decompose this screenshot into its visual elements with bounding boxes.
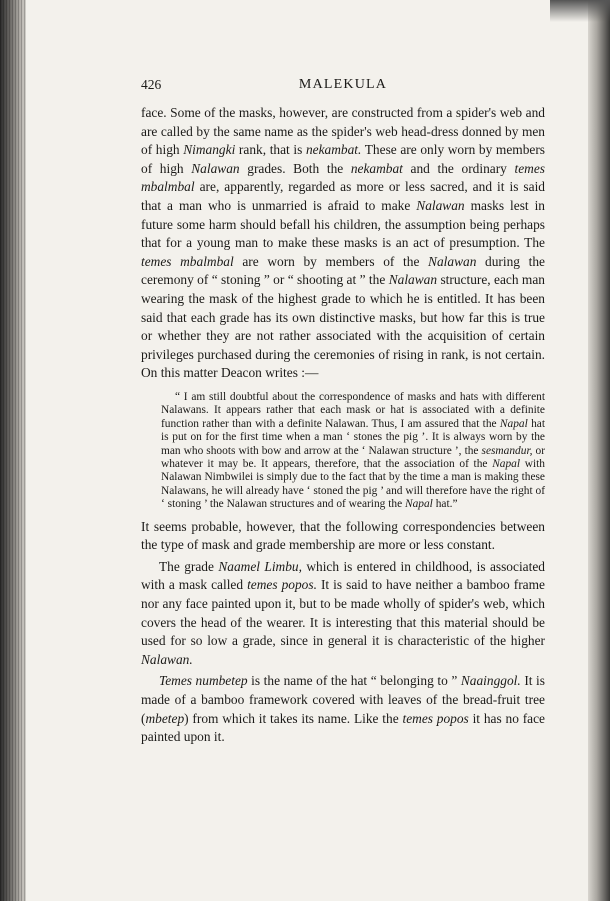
page-header [141, 76, 545, 98]
page-number: 426 [141, 77, 162, 92]
text-block [141, 76, 545, 747]
italic-term: temes mbalmbal [141, 253, 234, 269]
italic-term: mbetep [145, 710, 185, 726]
italic-term: Nalawan [428, 253, 477, 269]
paragraph: The grade Naamel Limbu, which is entered in childhood, is associated with a mask called temes popos. It is said to have neither a bamboo frame nor any face painted upon it, but to be made wholly of spider's web, which covers the head of the wearer. It is interesting that this material should be used for so low a grade, since in general it is characteristic of the higher Nalawan. [141, 558, 545, 667]
binding-texture [0, 0, 26, 901]
italic-term: Nalawan [191, 160, 240, 176]
page-corner-shadow [550, 0, 610, 22]
paragraph: It seems probable, however, that the following correspondencies between the type of mask and grade membership are more or less constant. [141, 518, 545, 553]
italic-term: temes popos [402, 710, 469, 726]
block-quote: “ I am still doubtful about the correspondence of masks and hats with different Nalawans. It appears rather that each mask or hat is associated with a definite function rather than with a definite Nalawan. Thus, I am assured that the Napal hat is put on for the first time when a man ‘ stones the pig ’. It is always worn by the man who shoots with bow and arrow at the ‘ Nalawan structure ’, the sesmandur, or whatever it may be. It appears, therefore, that the association of the Napal with Nalawan Nimbwilei is simply due to the fact that by the time a man is making these Nalawans, he will already have ‘ stoned the pig ’ and will therefore have the right of ‘ stoning ’ the Nalawan structures and of wearing the Napal hat.” [161, 390, 546, 511]
italic-term: Nalawan. [141, 651, 193, 667]
italic-term: Napal [499, 417, 528, 430]
italic-term: Naainggol. [460, 673, 521, 689]
italic-term: temes mbalmbal [141, 160, 545, 195]
paragraph: face. Some of the masks, however, are constructed from a spider's web and are called by the same name as the spider's web head-dress donned by men of high Nimangki rank, that is nekambat. These are only worn by members of high Nalawan grades. Both the nekambat and the ordinary temes mbalmbal are, apparently, regarded as more or less sacred, and it is said that a man who is unmarried is afraid to make Nalawan masks lest in future some harm should befall his children, the assumption being perhaps that for a young man to make these masks is an act of presumption. The temes mbalmbal are worn by members of the Nalawan during the ceremony of “ stoning ” or “ shooting at ” the Nalawan structure, each man wearing the mask of the highest grade to which he is entitled. It has been said that each grade has its own distinctive masks, but how far this is true or whether they are not rather associated with the acquisition of certain privileges purchased during the ceremonies of rising in rank, is not certain. On this matter Deacon writes :— [141, 105, 546, 381]
italic-term: Naamel Limbu, [218, 558, 302, 574]
italic-term: Temes numbetep [159, 673, 248, 689]
italic-term: sesmandur, [481, 444, 533, 457]
italic-term: Napal [492, 457, 521, 470]
page-edge-shadow [588, 0, 610, 901]
italic-term: nekambat [350, 160, 403, 176]
italic-term: Nimangki [183, 142, 236, 158]
italic-term: nekambat. [305, 142, 362, 158]
italic-term: Nalawan [416, 197, 465, 213]
running-head: MALEKULA [298, 77, 388, 92]
paragraph: Temes numbetep is the name of the hat “ belonging to ” Naainggol. It is made of a bamboo framework covered with leaves of the bread-fruit tree (mbetep) from which it takes its name. Like the temes popos it has no face painted upon it. [141, 673, 545, 745]
italic-term: temes popos. [247, 577, 317, 593]
italic-term: Nalawan [388, 272, 438, 288]
italic-term: Napal [404, 498, 433, 511]
